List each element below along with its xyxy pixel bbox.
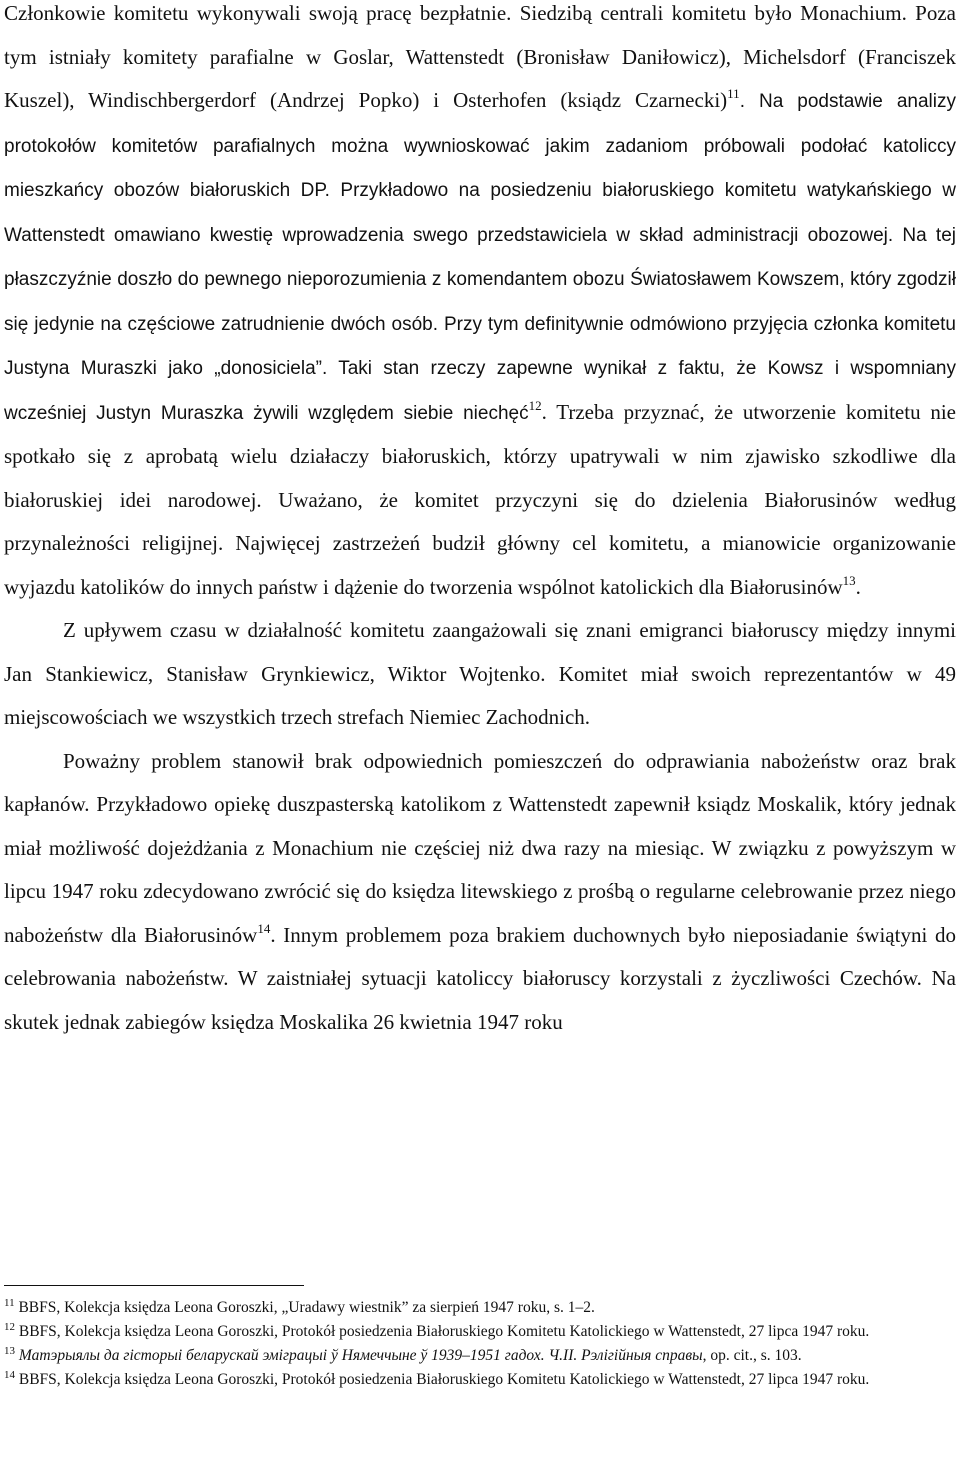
footnote-ref-11: 11 (727, 86, 740, 101)
footnote-13 (4, 1344, 956, 1368)
footnote-number: 13 (4, 1345, 15, 1357)
footnote-text: , op. cit., s. 103. (702, 1347, 802, 1364)
footnote-ref-12: 12 (528, 397, 542, 413)
footnote-number: 12 (4, 1321, 15, 1333)
paragraph-3-part-b: . Innym problemem poza brakiem duchownych było nieposiadanie świątyni do celebrowania nabożeństw. W zaistniałej sytuacji katoliccy białoruscy korzystali z życzliwości Czechów. Na skutek jednak zabiegów księdza Moskalika 26 kwietnia 1947 roku (4, 922, 956, 1034)
paragraph-1-part-d: . (855, 574, 861, 599)
footnote-text: BBFS, Kolekcja księdza Leona Goroszki, Protokół posiedzenia Białoruskiego Komitetu Katolickiego w Wattenstedt, 27 lipca 1947 roku. (18, 1323, 870, 1340)
footnote-text: BBFS, Kolekcja księdza Leona Goroszki, Protokół posiedzenia Białoruskiego Komitetu Katolickiego w Wattenstedt, 27 lipca 1947 roku. (18, 1371, 870, 1388)
document-page (4, 0, 956, 1044)
paragraph-1-part-b: . Na podstawie analizy protokołów komitetów parafialnych można wywnioskować jakim zadaniom próbowali podołać katoliccy mieszkańcy obozów białoruskich DP. Przykładowo na posiedzeniu białoruskiego komitetu watykańskiego w Wattenstedt omawiano kwestię wprowadzenia swego przedstawiciela w skład administracji obozowej. Na tej płaszczyźnie doszło do pewnego nieporozumienia z komendantem obozu Światosławem Kowszem, który zgodził się jedynie na częściowe zatrudnienie dwóch osób. Przy tym definitywnie odmówiono przyjęcia członka komitetu Justyna Muraszki jako „donosiciela”. Taki stan rzeczy zapewne wynikał z faktu, że Kowsz i wspomniany wcześniej Justyn Muraszka żywili względem siebie niechęć (4, 91, 956, 424)
paragraph-3-part-a: Poważny problem stanowił brak odpowiednich pomieszczeń do odprawiania nabożeństw oraz brak kapłanów. Przykładowo opiekę duszpasterską katolikom z Wattenstedt zapewnił ksiądz Moskalik, który jednak miał możliwość dojeżdżania z Monachium nie częściej niż dwa razy na miesiąc. W związku z powyższym w lipcu 1947 roku zdecydowano zwrócić się do księdza litewskiego z prośbą o regularne celebrowanie przez niego nabożeństw dla Białorusinów (4, 748, 956, 947)
body-text (4, 0, 956, 1044)
paragraph-2: Z upływem czasu w działalność komitetu zaangażowali się znani emigranci białoruscy między innymi Jan Stankiewicz, Stanisław Grynkiewicz, Wiktor Wojtenko. Komitet miał swoich reprezentantów w 49 miejscowościach we wszystkich trzech strefach Niemiec Zachodnich. (4, 618, 956, 729)
paragraph-1-part-a: Członkowie komitetu wykonywali swoją pracę bezpłatnie. Siedzibą centrali komitetu było Monachium. Poza tym istniały komitety parafialne w Goslar, Wattenstedt (Bronisław Daniłowicz), Michelsdorf (Franciszek Kuszel), Windischbergerdorf (Andrzej Popko) i Osterhofen (ksiądz Czarnecki) (4, 1, 956, 112)
footnote-14 (4, 1368, 956, 1392)
footnote-source-title: Матэрыялы да гісторыі беларускай эміграцыі ў Нямеччыне ў 1939–1951 гадох. Ч.ІІ. Рэлігійныя справы (18, 1347, 703, 1364)
footnote-number: 11 (4, 1297, 15, 1309)
paragraph-3 (4, 740, 956, 1045)
footnote-number: 14 (4, 1369, 15, 1381)
footnote-12 (4, 1320, 956, 1344)
footnote-separator (4, 1285, 304, 1286)
footnote-11 (4, 1296, 956, 1320)
paragraph-1 (4, 0, 956, 609)
footnotes (4, 1285, 956, 1392)
paragraph-1-part-c: . Trzeba przyznać, że utworzenie komitetu nie spotkało się z aprobatą wielu działaczy białoruskich, którzy upatrywali w nim zjawisko szkodliwe dla białoruskiej idei narodowej. Uważano, że komitet przyczyni się do dzielenia Białorusinów według przynależności religijnej. Najwięcej zastrzeżeń budził główny cel komitetu, a mianowicie organizowanie wyjazdu katolików do innych państw i dążenie do tworzenia wspólnot katolickich dla Białorusinów (4, 399, 957, 599)
footnote-ref-14: 14 (257, 920, 271, 936)
footnote-text: BBFS, Kolekcja księdza Leona Goroszki, „Uradawy wiestnik” za sierpień 1947 roku, s. 1–2. (18, 1299, 595, 1316)
footnote-ref-13: 13 (842, 572, 856, 588)
